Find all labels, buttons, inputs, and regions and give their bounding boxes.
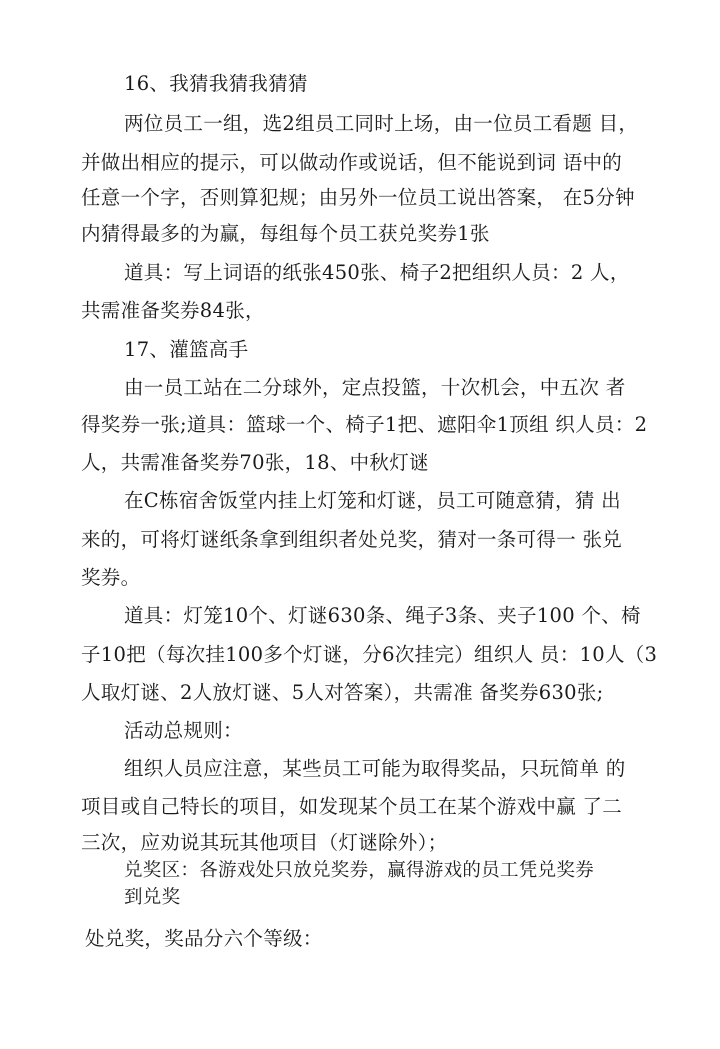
paragraph-line: 并做出相应的提示，可以做动作或说话，但不能说到词 语中的 <box>81 151 623 174</box>
paragraph-line: 人取灯谜、2人放灯谜、5人对答案），共需准 备奖券630张; <box>81 681 604 704</box>
paragraph-line: 内猜得最多的为赢，每组每个员工获兑奖券1张 <box>81 222 490 245</box>
paragraph-line: 人，共需准备奖券70张，18、中秋灯谜 <box>81 451 429 474</box>
paragraph-line: 道具：写上词语的纸张450张、椅子2把组织人员：2 人， <box>124 261 630 284</box>
paragraph-line: 三次，应劝说其玩其他项目（灯谜除外）； <box>81 831 448 854</box>
paragraph-line: 兑奖区：各游戏处只放兑奖券，赢得游戏的员工凭兑奖券 <box>124 860 595 881</box>
paragraph-line: 共需准备奖券84张， <box>81 299 265 322</box>
paragraph-line: 组织人员应注意，某些员工可能为取得奖品，只玩简单 的 <box>124 757 626 780</box>
paragraph-line: 两位员工一组，选2组员工同时上场，由一位员工看题 目， <box>124 112 639 135</box>
paragraph-line: 奖券。 <box>81 566 141 589</box>
section-heading-rules: 活动总规则： <box>124 719 243 742</box>
paragraph-line: 到兑奖 <box>124 887 181 908</box>
paragraph-line: 项目或自己特长的项目，如发现某个员工在某个游戏中赢 了二 <box>81 795 623 818</box>
paragraph-line: 得奖券一张;道具：篮球一个、椅子1把、遮阳伞1顶组 织人员：2 <box>81 413 648 436</box>
heading-17: 17、灌篮高手 <box>124 338 249 361</box>
paragraph-line: 处兑奖，奖品分六个等级： <box>85 927 323 950</box>
paragraph-line: 在C栋宿舍饭堂内挂上灯笼和灯谜，员工可随意猜，猜 出 <box>124 489 621 512</box>
heading-16: 16、我猜我猜我猜猜 <box>124 72 308 95</box>
paragraph-line: 道具：灯笼10个、灯谜630条、绳子3条、夹子100 个、椅 <box>124 604 641 627</box>
paragraph-line: 任意一个字，否则算犯规；由另外一位员工说出答案， 在5分钟 <box>81 186 635 209</box>
paragraph-line: 子10把（每次挂100多个灯谜，分6次挂完）组织人 员：10人（3 <box>81 643 658 666</box>
paragraph-line: 来的，可将灯谜纸条拿到组织者处兑奖，猜对一条可得一 张兑 <box>81 528 623 551</box>
paragraph-line: 由一员工站在二分球外，定点投篮，十次机会，中五次 者 <box>124 376 626 399</box>
